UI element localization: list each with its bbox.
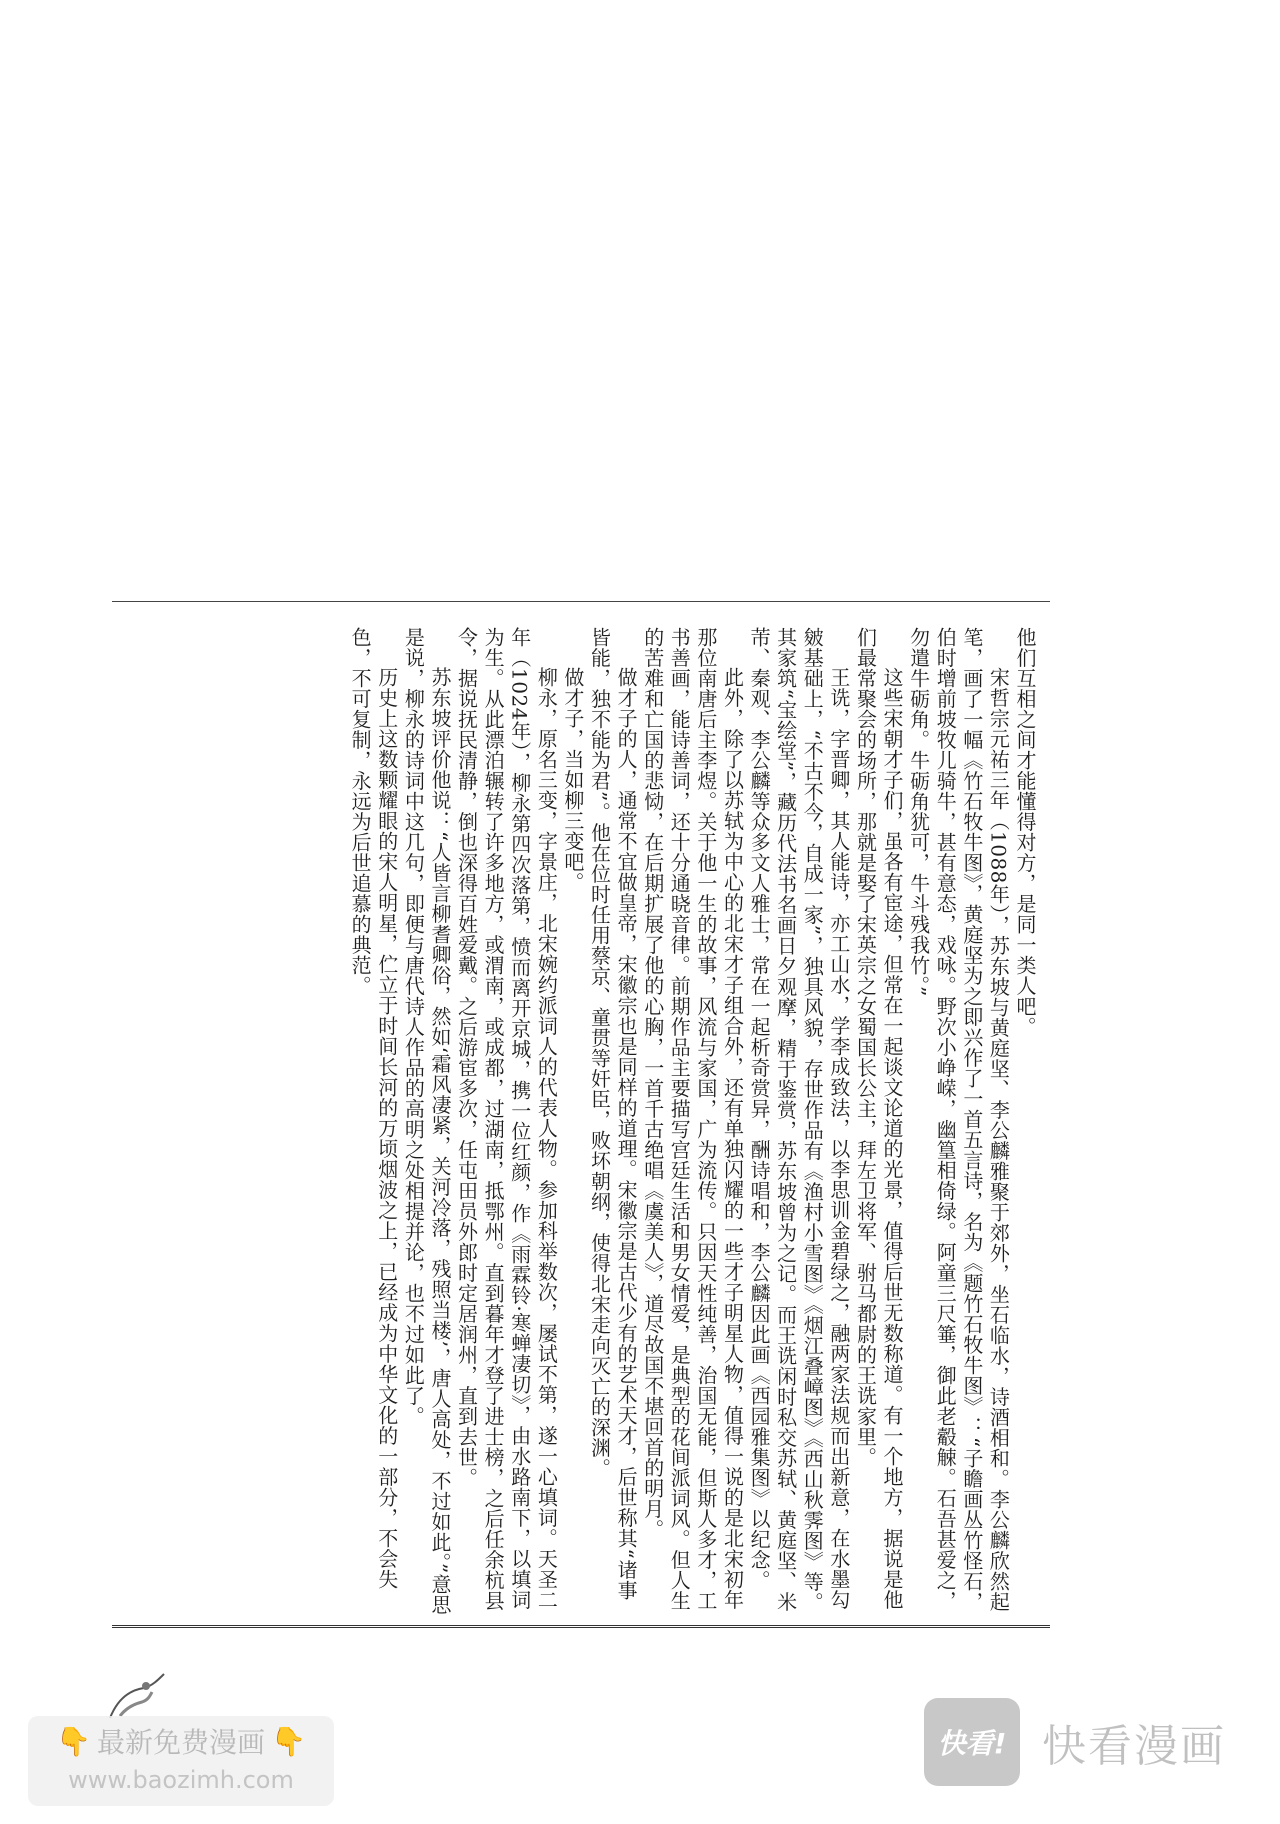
paragraph: 这些宋朝才子们，虽各有宦途，但常在一起谈文论道的光景，值得后世无数称道。有一个地方，据说是他们最常聚会的场所，那就是娶了宋英宗之女蜀国长公主，拜左卫将军、驸马都尉的王诜家里。 [853,627,905,1610]
paragraph: 宋哲宗元祐三年（1088年），苏东坡与黄庭坚、李公麟雅聚于郊外，坐石临水，诗酒相和。李公麟欣然起笔，画了一幅《竹石牧牛图》，黄庭坚为之即兴作了一首五言诗，名为《题竹石牧牛图》：“子瞻画丛竹怪石，伯时增前坡牧儿骑牛，甚有意态，戏咏。野次小峥嵘，幽篁相倚绿。阿童三尺箠，御此老觳觫。石吾甚爱之，勿遣牛砺角。牛砺角犹可，牛斗残我竹。” [906,627,1011,1612]
pointing-hand-icon: 👇 [56,1724,91,1758]
kuaikan-watermark [924,1696,1264,1788]
kuaikan-brand-name: 快看漫画 [1042,1721,1226,1772]
kuaikan-logo-icon: 快看! [924,1698,1020,1786]
paragraph: 历史上这数颗耀眼的宋人明星，伫立于时间长河的万顷烟波之上，已经成为中华文化的一部分，不会失色，不可复制，永远为后世追慕的典范。 [348,627,399,1590]
bottom-double-rule [112,1625,1050,1628]
paragraph: 他们互相之间才能懂得对方，是同一类人吧。 [1013,627,1037,1037]
paragraph: 王诜，字晋卿，其人能诗，亦工山水，学李成致法，以李思训金碧绿之，融两家法规而出新意，在水墨勾皴基础上，“不古不今，自成一家”，独具风貌，存世作品有《渔村小雪图》《烟江叠嶂图》《西山秋霁图》等。其家筑“宝绘堂”，藏历代法书名画日夕观摩，精于鉴赏，苏东坡曾为之记。而王诜闲时私交苏轼、黄庭坚、米芾、秦观、李公麟等众多文人雅士，常在一起析奇赏异，酬诗唱和，李公麟因此画《西园雅集图》以纪念。 [747,627,851,1613]
article-body [148,627,1038,1617]
paragraph: 此外，除了以苏轼为中心的北宋才子组合外，还有单独闪耀的一些才子明星人物，值得一说的是北宋初年那位南唐后主李煜。关于他一生的故事，风流与家国，广为流传。只因天性纯善，治国无能，但斯人多才，工书善画，能诗善词，还十分通晓音律。前期作品主要描写宫廷生活和男女情爱，是典型的花间派词风。但人生的苦难和亡国的悲恸，在后期扩展了他的心胸，一首千古绝唱《虞美人》，道尽故国不堪回首的明月。 [640,627,745,1611]
paragraph: 苏东坡评价他说：“人皆言柳耆卿俗，然如‘霜风凄紧，关河冷落，残照当楼’，唐人高处，不过如此。”意思是说，柳永的诗词中这几句，即便与唐代诗人作品的高明之处相提并论，也不过如此了。 [401,627,452,1615]
pointing-hand-icon: 👇 [271,1724,306,1758]
watermark-slogan: 最新免费漫画 [96,1726,265,1759]
paragraph: 柳永，原名三变，字景庄，北宋婉约派词人的代表人物。参加科举数次，屡试不第，遂一心填词。天圣二年（1024年），柳永第四次落第，愤而离开京城，携一位红颜，作《雨霖铃·寒蝉凄切》，由水路南下，以填词为生。从此漂泊辗转了许多地方，或渭南，或成都，过湖南，抵鄂州。直到暮年才登了进士榜，之后任余杭县令，据说抚民清静，倒也深得百姓爱戴。之后游宦多次，任屯田员外郎时定居润州，直到去世。 [454,627,559,1611]
paragraph: 做才子，当如柳三变吧。 [560,667,585,893]
paragraph: 做才子的人，通常不宜做皇帝，宋徽宗也是同样的道理。宋徽宗是古代少有的艺术天才，后世称其“诸事皆能，独不能为君”。他在位时任用蔡京、童贯等奸臣，败坏朝纲，使得北宋走向灭亡的深渊。 [587,627,639,1601]
baozimh-watermark [28,1716,334,1806]
watermark-url: www.baozimh.com [68,1766,294,1794]
top-rule [112,601,1050,602]
